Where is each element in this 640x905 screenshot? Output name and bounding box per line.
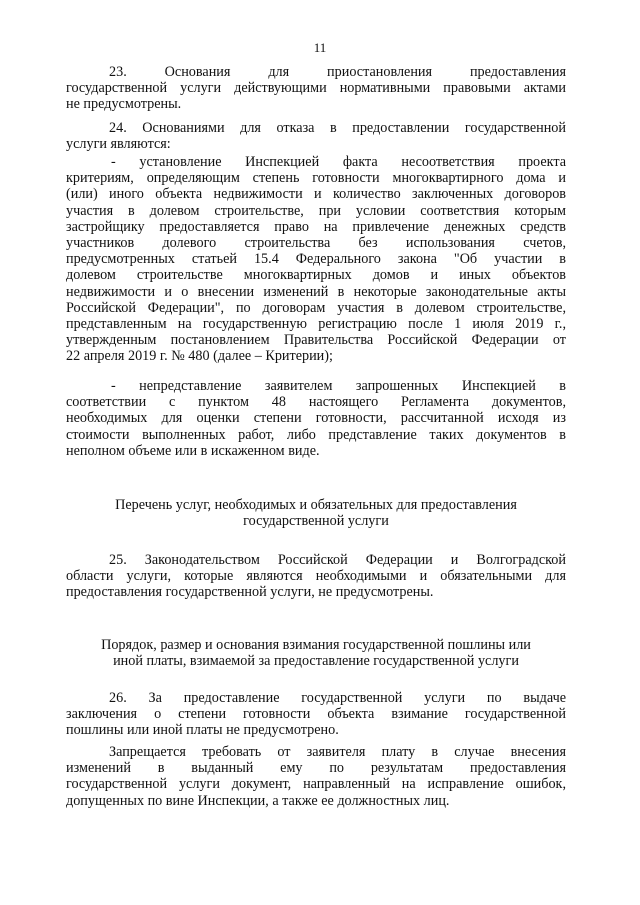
text-line: долевом строительстве многоквартирных домов и иных объектов: [66, 267, 566, 284]
paragraph-24: [66, 120, 566, 152]
text-line: участия в долевом строительстве, при условии соответствия которым: [66, 202, 566, 219]
text-line: участников долевого строительства без использования счетов,: [66, 234, 566, 251]
text-line: пошлины или иной платы не предусмотрено.: [66, 722, 339, 739]
text-line: заключения о степени готовности объекта взимание государственной: [66, 706, 566, 723]
text-line: Запрещается требовать от заявителя плату в случае внесения: [109, 744, 566, 760]
heading-line: иной платы, взимаемой за предоставление государственной услуги: [113, 653, 519, 670]
text-line: необходимых для оценки степени готовности, рассчитанной исходя из: [66, 410, 566, 427]
text-line: 25. Законодательством Российской Федерации и Волгоградской: [109, 552, 566, 568]
text-line: (или) иного объекта недвижимости и количество заключенных договоров: [66, 186, 566, 203]
text-line: 23. Основания для приостановления предоставления: [109, 64, 566, 80]
text-line: застройщику предоставляется право на привлечение денежных средств: [66, 218, 566, 235]
paragraph-26-prohibition: [66, 744, 566, 809]
text-line: допущенных по вине Инспекции, а также ее должностных лиц.: [66, 792, 450, 809]
text-line: государственной услуги действующими нормативными правовыми актами: [66, 80, 566, 97]
section-heading-services: [60, 497, 572, 529]
heading-line: государственной услуги: [243, 513, 389, 530]
paragraph-25: [66, 552, 566, 601]
page-number: 11: [313, 40, 327, 55]
text-line: 26. За предоставление государственной услуги по выдаче: [109, 690, 566, 706]
text-line: - установление Инспекцией факта несоответствия проекта: [111, 154, 566, 170]
text-line: области услуги, которые являются необходимыми и обязательными для: [66, 568, 566, 585]
text-line: государственной услуги документ, направленный на исправление ошибок,: [66, 776, 566, 793]
text-line: критериям, определяющим степень готовности многоквартирного дома и: [66, 170, 566, 187]
text-line: соответствии с пунктом 48 настоящего Регламента документов,: [66, 394, 566, 411]
section-heading-fees: [60, 637, 572, 669]
text-line: предоставления государственной услуги, не предусмотрены.: [66, 584, 434, 601]
text-line: предусмотренных статьей 15.4 Федерального закона "Об участии в: [66, 251, 566, 268]
text-line: недвижимости и о внесении изменений в некоторые законодательные акты: [66, 283, 566, 300]
paragraph-23: [66, 64, 566, 113]
text-line: услуги являются:: [66, 136, 171, 153]
text-line: неполном объеме или в искаженном виде.: [66, 442, 320, 459]
text-line: утвержденным постановлением Правительства Российской Федерации от: [66, 332, 566, 349]
heading-line: Перечень услуг, необходимых и обязательных для предоставления: [115, 497, 517, 513]
bullet-item-documents: [66, 378, 566, 459]
heading-line: Порядок, размер и основания взимания государственной пошлины или: [101, 637, 531, 653]
paragraph-26: [66, 690, 566, 739]
text-line: изменений в выданный ему по результатам предоставления: [66, 760, 566, 777]
text-line: - непредставление заявителем запрошенных Инспекцией в: [111, 378, 566, 394]
text-line: Российской Федерации", по договорам участия в долевом строительстве,: [66, 299, 566, 316]
text-line: 22 апреля 2019 г. № 480 (далее – Критерии);: [66, 348, 333, 365]
text-line: 24. Основаниями для отказа в предоставлении государственной: [109, 120, 566, 136]
text-line: стоимости выполненных работ, либо представление таких документов в: [66, 426, 566, 443]
text-line: не предусмотрены.: [66, 96, 182, 113]
text-line: представленным на государственную регистрацию после 1 июля 2019 г.,: [66, 315, 566, 332]
bullet-item-criteria: [66, 154, 566, 364]
